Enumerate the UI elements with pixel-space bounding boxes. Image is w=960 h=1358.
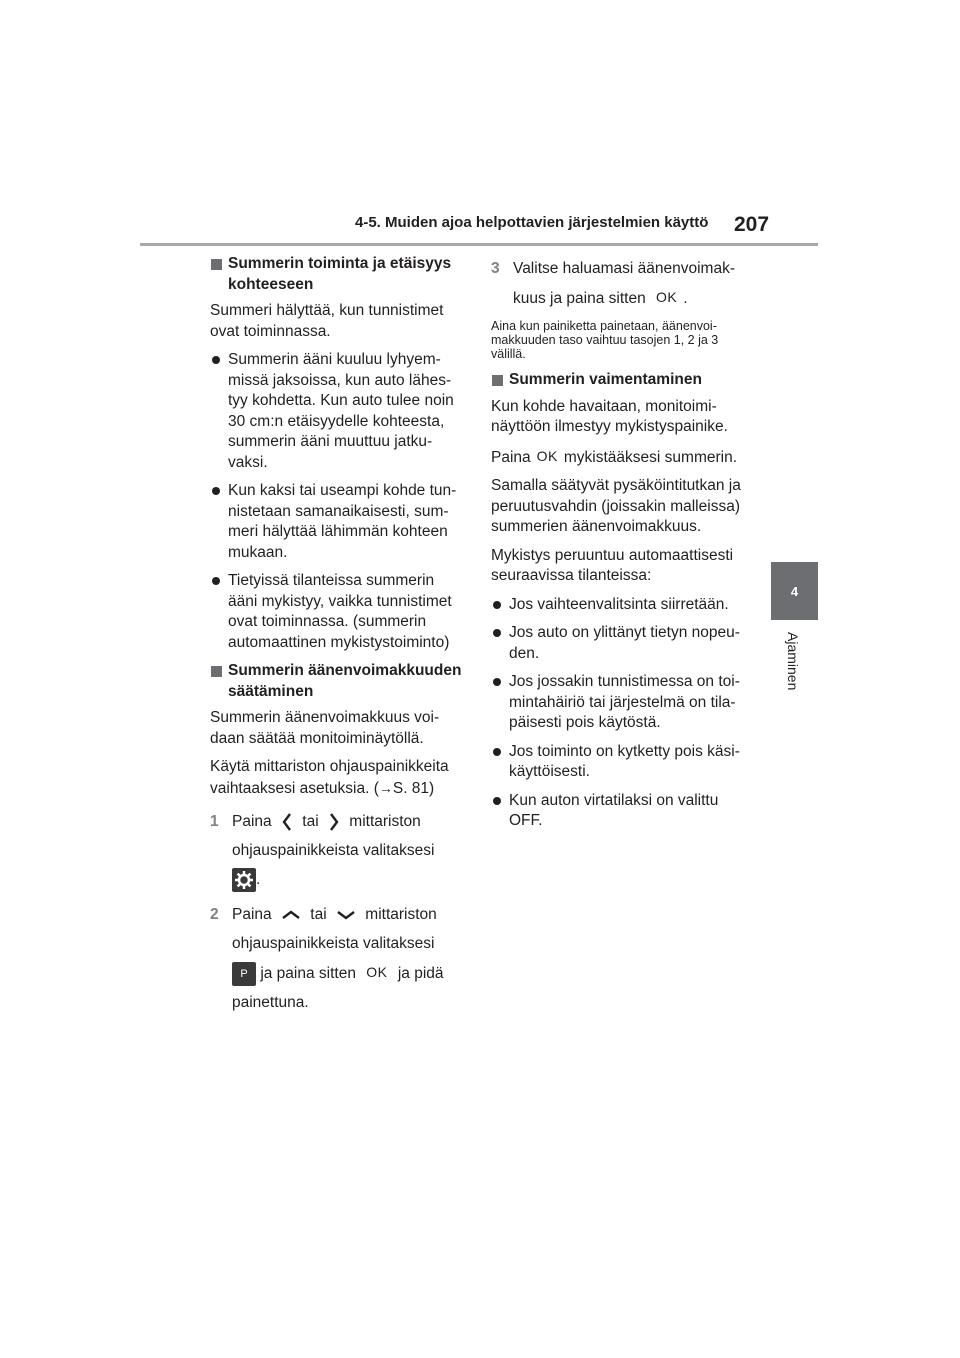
page-number: 207 <box>734 213 770 236</box>
heading-square-icon <box>492 375 503 386</box>
bullet-icon <box>212 577 220 585</box>
bullet-icon <box>212 356 220 364</box>
ok-button-icon: OK <box>536 447 558 464</box>
paragraph: Käytä mittariston ohjauspainikkeita vaihtaaksesi asetuksia. (→S. 81) <box>210 758 449 797</box>
left-column <box>210 254 466 1023</box>
bullet-icon <box>493 678 501 686</box>
paragraph: Mykistys peruuntuu automaattisesti seuraavissa tilanteissa: <box>491 546 734 584</box>
list-item: Jos jossakin tunnistimessa on toi-mintahäiriö tai järjestelmä on tila-päisesti pois käytöstä. <box>491 672 753 734</box>
chapter-label: Ajaminen <box>785 632 801 691</box>
list-item: Kun auton virtatilaksi on valittu OFF. <box>491 791 753 832</box>
arrow-right-icon: → <box>378 779 393 796</box>
heading-buzzer-operation: Summerin toiminta ja etäisyys kohteeseen <box>210 254 466 295</box>
paragraph: Summeri hälyttää, kun tunnistimet ovat toiminnassa. <box>210 302 444 340</box>
bullet-icon <box>493 797 501 805</box>
right-column <box>491 254 753 840</box>
bullet-icon <box>493 629 501 637</box>
step-number: 1 <box>210 813 219 830</box>
list-item: Jos toiminto on kytketty pois käsi-käyttöisesti. <box>491 742 753 783</box>
heading-volume-adjust: Summerin äänenvoimakkuuden säätäminen <box>210 661 466 702</box>
ok-button-icon: OK <box>656 289 678 305</box>
chevron-down-icon <box>337 910 355 920</box>
heading-buzzer-mute: Summerin vaimentaminen <box>491 370 753 391</box>
bullet-list <box>491 595 753 832</box>
heading-square-icon <box>211 666 222 677</box>
list-item: Tietyissä tilanteissa summerin ääni mykistyy, vaikka tunnistimet ovat toiminnassa. (summerin automaattinen mykistystoiminto) <box>210 571 466 653</box>
list-item: Jos vaihteenvalitsinta siirretään. <box>491 595 753 616</box>
header-rule <box>140 243 818 246</box>
note: Aina kun painiketta painetaan, äänenvoi-makkuuden taso vaihtuu tasojen 1, 2 ja 3 välillä. <box>491 319 719 361</box>
paragraph: Paina OK mykistääksesi summerin. <box>491 447 738 466</box>
bullet-icon <box>493 601 501 609</box>
bullet-icon <box>212 487 220 495</box>
list-item: Kun kaksi tai useampi kohde tun-nistetaan samanaikaisesti, sum-meri hälyttää lähimmän kohteen mukaan. <box>210 481 466 563</box>
chapter-number: 4 <box>790 583 799 599</box>
paragraph: Samalla säätyvät pysäköintitutkan ja peruutusvahdin (joissakin malleissa) summerien äänenvoimakkuus. <box>491 477 741 535</box>
chapter-tab <box>771 562 818 620</box>
step-1: 1 Paina tai mittariston ohjauspainikkeista valitaksesi . <box>210 807 466 894</box>
step-2: 2 Paina tai mittariston ohjauspainikkeista valitaksesi P ja paina sitten OK ja pidä painettuna. <box>210 900 466 1017</box>
chevron-up-icon <box>282 910 300 920</box>
bullet-list <box>210 350 466 653</box>
list-item: Jos auto on ylittänyt tietyn nopeu-den. <box>491 623 753 664</box>
ok-button-icon: OK <box>366 964 388 980</box>
paragraph: Summerin äänenvoimakkuus voi-daan säätää monitoiminäytöllä. <box>210 709 440 747</box>
list-item: Summerin ääni kuuluu lyhyem-missä jaksoissa, kun auto lähes-tyy kohdetta. Kun auto tulee noin 30 cm:n etäisyydelle kohteesta, summerin ääni muuttuu jatku-vaksi. <box>210 350 466 473</box>
step-number: 3 <box>491 260 500 277</box>
header-section-title: 4-5. Muiden ajoa helpottavien järjestelmien käyttö <box>355 214 709 231</box>
step-3: 3 Valitse haluamasi äänenvoimak- kuus ja paina sitten OK . <box>491 254 753 313</box>
parking-sensor-icon: P <box>232 962 256 986</box>
step-number: 2 <box>210 906 219 923</box>
chevron-left-icon <box>282 813 292 831</box>
chevron-right-icon <box>329 813 339 831</box>
bullet-icon <box>493 748 501 756</box>
heading-square-icon <box>211 259 222 270</box>
paragraph: Kun kohde havaitaan, monitoimi-näyttöön ilmestyy mykistyspainike. <box>491 397 728 435</box>
settings-gear-icon <box>232 868 256 892</box>
